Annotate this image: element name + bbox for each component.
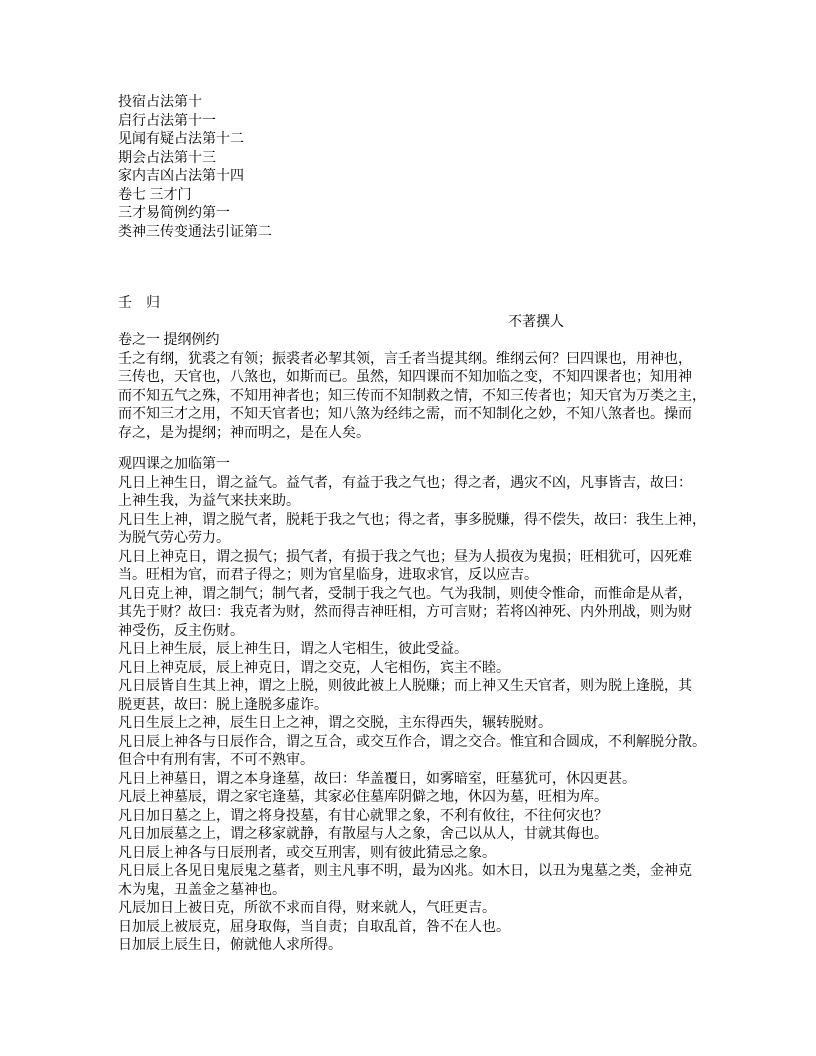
text-line: 凡日辰皆自生其上神，谓之上脱，则彼此被上人脱赚；而上神又生天官者，则为脱上逢脱，其 [118,679,692,694]
text-line: 凡日生上神，谓之脱气者，脱耗于我之气也；得之者，事多脱赚，得不偿失，故曰：我生上神， [118,512,706,528]
text-line: 而不知五气之殊，不知用神者也；知三传而不知制救之情，不知三传者也；知天官为万类之主， [118,388,706,404]
chapter-heading: 卷之一 提纲例约 [118,333,220,348]
text-line: 凡日上神生日，谓之益气。益气者，有益于我之气也；得之者，遇灾不凶，凡事皆吉，故曰： [118,475,692,491]
text-line: 凡日辰上神各与日辰刑者，或交互刑害，则有彼此猜忌之象。 [118,845,496,861]
text-line: 凡日上神墓日，谓之本身逢墓，故曰：华盖覆日，如雾暗室，旺墓犹可，休囚更甚。 [118,771,636,787]
text-line: 凡日辰上各见日鬼辰鬼之墓者，则主凡事不明，最为凶兆。如木日，以丑为鬼墓之类，金神克 [118,864,692,879]
toc-line: 见闻有疑占法第十二 [118,132,244,147]
text-line: 凡辰加日上被日克，所欲不求而自得，财来就人，气旺更吉。 [118,901,496,916]
toc-line: 三才易简例约第一 [118,206,230,221]
text-line: 壬之有纲，犹裘之有领；振裘者必挈其领，言壬者当提其纲。维纲云何？曰四课也，用神也， [118,351,692,367]
text-line: 日加辰上辰生日，俯就他人求所得。 [118,938,342,953]
title-block [118,295,722,351]
text-line: 凡日加日墓之上，谓之将身投墓，有甘心就罪之象，不利有攸往，不往何灾也？ [118,808,608,824]
text-line: 凡日辰上神各与日辰作合，谓之互合，或交互作合，谓之交合。惟宜和合圆成，不利解脱分散。 [118,734,706,750]
text-line: 脱更甚，故曰：脱上逢脱多虚诈。 [118,697,328,713]
author-credit: 不著撰人 [508,314,564,330]
text-line: 为脱气劳心劳力。 [118,531,230,546]
page-content [118,94,722,956]
toc-line: 家内吉凶占法第十四 [118,169,244,184]
text-line: 存之，是为提纲；神而明之，是在人矣。 [118,425,370,441]
section-block [118,456,722,956]
text-line: 但合中有刑有害，不可不熟审。 [118,753,314,768]
text-line: 凡日加辰墓之上，谓之移家就静，有散屋与人之象，舍己以从人，甘就其侮也。 [118,827,608,842]
text-line: 三传也，天官也，八煞也，如斯而已。虽然，知四课而不知加临之变，不知四课者也；知用神 [118,370,692,385]
toc-line: 期会占法第十三 [118,150,216,166]
text-line: 日加辰上被辰克，屈身取侮，当自责；自取乱首，咎不在人也。 [118,919,510,935]
text-line: 木为鬼，丑盖金之墓神也。 [118,882,286,898]
text-line: 凡日克上神，谓之制气；制气者，受制于我之气也。气为我制，则使令惟命，而惟命是从者， [118,586,692,602]
text-line: 凡辰上神墓辰，谓之家宅逢墓，其家必住墓库阴僻之地，休囚为墓，旺相为库。 [118,790,608,805]
text-line: 凡日上神克日，谓之损气；损气者，有损于我之气也；昼为人损夜为鬼损；旺相犹可，囚死难 [118,549,692,565]
toc-line: 类神三传变通法引证第二 [118,224,272,240]
text-line: 神受伤，反主伤财。 [118,623,244,639]
text-line: 其先于财？故曰：我克者为财，然而得吉神旺相，方可言财；若将凶神死、内外刑战，则为财 [118,605,692,620]
toc-block [118,94,722,242]
text-line: 上神生我，为益气来扶来助。 [118,494,300,509]
section-heading: 观四课之加临第一 [118,457,230,472]
intro-paragraph [118,351,722,444]
text-line: 凡日上神生辰，辰上神生日，谓之人宅相生，彼此受益。 [118,642,468,657]
text-line: 当。旺相为官，而君子得之；则为官星临身，进取求官，反以应吉。 [118,568,538,583]
book-title: 壬 归 [118,296,160,311]
toc-line: 投宿占法第十 [118,95,202,110]
text-line: 凡日生辰上之神，辰生日上之神，谓之交脱，主东得西失，辗转脱财。 [118,716,552,731]
toc-line: 启行占法第十一 [118,113,216,129]
text-line: 而不知三才之用，不知天官者也；知八煞为经纬之需，而不知制化之妙，不知八煞者也。操而 [118,407,692,422]
toc-line: 卷七 三才门 [118,187,192,203]
text-line: 凡日上神克辰，辰上神克日，谓之交克，人宅相伤，宾主不睦。 [118,660,510,676]
